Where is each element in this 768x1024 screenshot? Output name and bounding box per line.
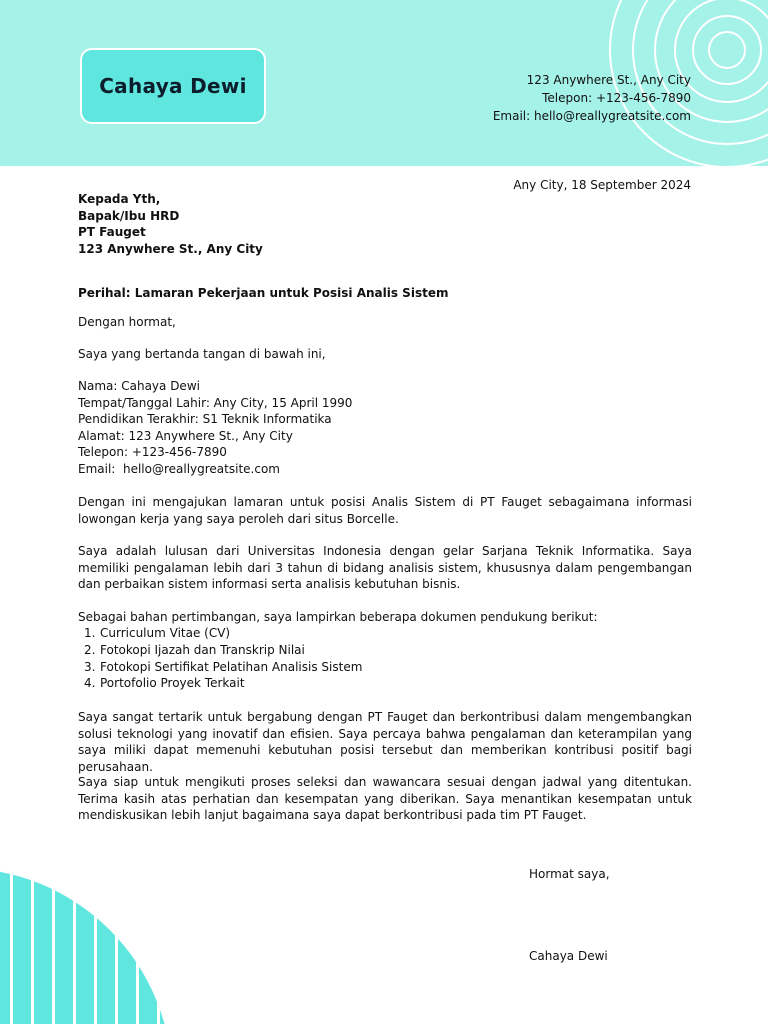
detail-email: Email: hello@reallygreatsite.com (78, 461, 280, 476)
list-item (84, 659, 362, 676)
detail-phone: Telepon: +123-456-7890 (78, 445, 227, 459)
list-number: 2. (84, 642, 96, 657)
body-paragraph: Saya adalah lulusan dari Universitas Indonesia dengan gelar Sarjana Teknik Informatika. Saya memiliki pengalaman lebih dari 3 tahun di bidang analisis sistem, khususnya dalam pengembangan dan perbaikan sistem informasi serta analisis kebutuhan bisnis. (78, 544, 692, 591)
list-number: 4. (84, 676, 96, 691)
contact-address: 123 Anywhere St., Any City (526, 73, 691, 87)
sender-name: Cahaya Dewi (99, 74, 247, 98)
documents-list (84, 625, 362, 692)
list-number: 1. (84, 626, 96, 640)
recipient-line: PT Fauget (78, 225, 146, 239)
letter-subject: Perihal: Lamaran Pekerjaan untuk Posisi Analis Sistem (78, 286, 449, 300)
body-paragraph: Saya sangat tertarik untuk bergabung dengan PT Fauget dan berkontribusi dalam mengembangkan solusi teknologi yang inovatif dan efisien. Saya percaya bahwa pengalaman dan keterampilan yang saya miliki dapat memenuhi kebutuhan posisi tersebut dan memberikan kontribusi positif bagi perusahaan. (78, 710, 692, 774)
recipient-line: Kepada Yth, (78, 192, 161, 206)
letter-intro: Saya yang bertanda tangan di bawah ini, (78, 347, 326, 361)
list-text: Fotokopi Sertifikat Pelatihan Analisis Sistem (100, 659, 363, 674)
contact-email: Email: hello@reallygreatsite.com (492, 109, 691, 123)
header-band (0, 0, 768, 166)
letter-greeting: Dengan hormat, (78, 315, 176, 329)
list-text: Curriculum Vitae (CV) (100, 626, 231, 640)
list-text: Fotokopi Ijazah dan Transkrip Nilai (100, 642, 305, 657)
recipient-line: 123 Anywhere St., Any City (78, 241, 263, 256)
detail-address: Alamat: 123 Anywhere St., Any City (78, 428, 293, 443)
detail-birth: Tempat/Tanggal Lahir: Any City, 15 April 1990 (78, 395, 353, 410)
recipient-line: Bapak/Ibu HRD (78, 208, 180, 223)
name-box (80, 48, 266, 124)
list-number: 3. (84, 659, 96, 674)
body-paragraph: Dengan ini mengajukan lamaran untuk posisi Analis Sistem di PT Fauget sebagaimana informasi lowongan kerja yang saya peroleh dari situs Borcelle. (78, 495, 692, 526)
contact-block (493, 71, 691, 125)
body-paragraph: Sebagai bahan pertimbangan, saya lampirkan beberapa dokumen pendukung berikut: (78, 610, 598, 624)
recipient-block (78, 191, 263, 257)
list-item (84, 675, 362, 692)
signature-name: Cahaya Dewi (529, 949, 608, 963)
list-item (84, 625, 362, 642)
list-item (84, 642, 362, 659)
list-text: Portofolio Proyek Terkait (100, 676, 245, 691)
detail-education: Pendidikan Terakhir: S1 Teknik Informatika (78, 412, 332, 426)
striped-arc-decoration (0, 850, 200, 1024)
contact-phone: Telepon: +123-456-7890 (542, 91, 691, 105)
letter-date: Any City, 18 September 2024 (513, 178, 691, 192)
closing-salutation: Hormat saya, (529, 867, 610, 881)
detail-name: Nama: Cahaya Dewi (78, 379, 200, 393)
body-paragraph: Saya siap untuk mengikuti proses seleksi dan wawancara sesuai dengan jadwal yang ditentukan. Terima kasih atas perhatian dan kesempatan yang diberikan. Saya menantikan kesempatan untuk mendiskusikan lebih lanjut bagaimana saya dapat berkontribusi pada tim PT Fauget. (78, 775, 692, 822)
applicant-details (78, 378, 352, 477)
